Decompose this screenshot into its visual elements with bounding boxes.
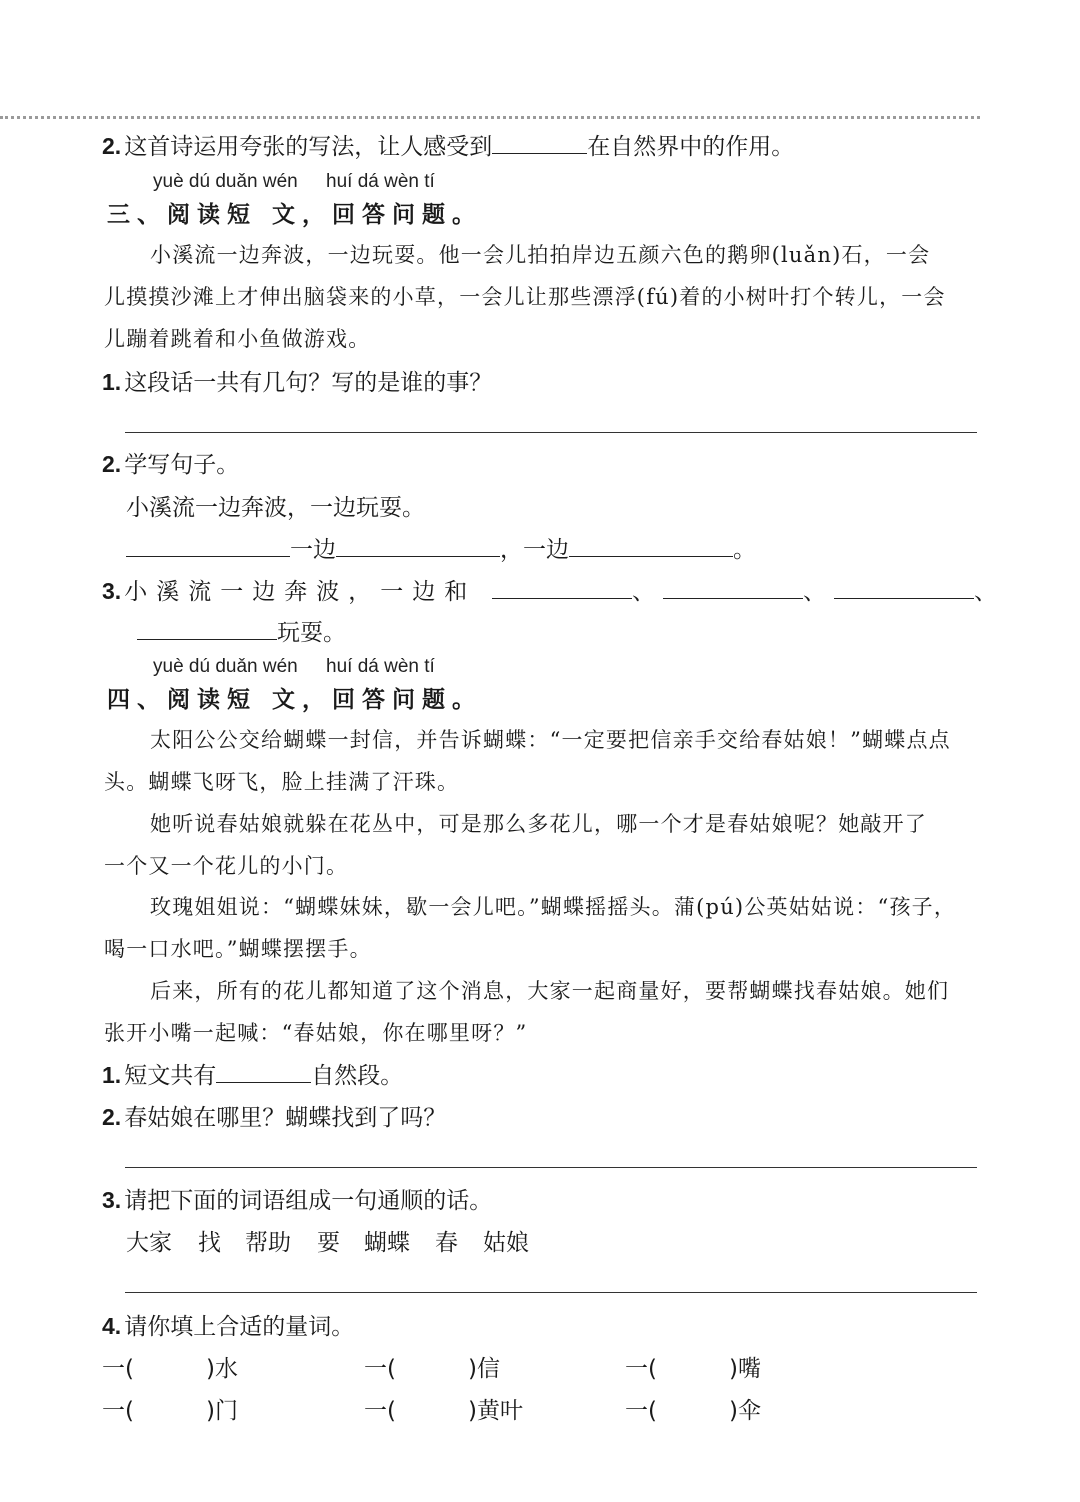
item-prefix: 一( [364, 1356, 396, 1382]
section3-pinyin-b: huí dá wèn tí [326, 171, 435, 192]
section3-question-1 [102, 364, 492, 397]
answer-blank[interactable] [834, 578, 974, 599]
separator: 、 [974, 579, 997, 605]
section3-paragraph-line-2: 儿摸摸沙滩上才伸出脑袋来的小草，一会儿让那些漂浮(fú)着的小树叶打个转儿，一会 [104, 285, 946, 309]
question-text-end: 在自然界中的作用。 [587, 134, 795, 160]
word-card: 春 [435, 1230, 458, 1256]
question-text-end: 自然段。 [311, 1063, 404, 1089]
item-suffix: )门 [205, 1398, 238, 1424]
section4-title: 四、阅读短 文，回答问题。 [107, 687, 483, 713]
measure-word-item [364, 1350, 500, 1383]
item-prefix: 一( [102, 1356, 134, 1382]
section3-title: 三、阅读短 文，回答问题。 [107, 202, 483, 228]
question-number: 2. [102, 133, 122, 159]
item-prefix: 一( [625, 1398, 657, 1424]
section4-question-3 [102, 1182, 492, 1215]
answer-blank[interactable] [492, 133, 587, 154]
question-text: 短文共有 [124, 1063, 217, 1089]
word-card: 大家 [126, 1230, 172, 1256]
answer-blank[interactable] [126, 536, 290, 557]
answer-blank[interactable] [137, 619, 277, 640]
sentence-practice [126, 531, 756, 564]
item-suffix: )伞 [728, 1398, 761, 1424]
word-card: 蝴蝶 [364, 1230, 410, 1256]
item-suffix: )水 [205, 1356, 238, 1382]
section3-q3-line2 [137, 614, 346, 647]
story-line-6: 喝一口水吧。”蝴蝶摆摆手。 [104, 937, 372, 961]
item-prefix: 一( [102, 1398, 134, 1424]
story-line-7: 后来，所有的花儿都知道了这个消息，大家一起商量好，要帮蝴蝶找春姑娘。她们 [150, 979, 950, 1003]
question-text: 请你填上合适的量词。 [124, 1314, 355, 1340]
answer-blank[interactable] [569, 536, 733, 557]
word-card: 要 [317, 1230, 340, 1256]
story-line-5: 玫瑰姐姐说：“蝴蝶妹妹，歇一会儿吧。”蝴蝶摇摇头。蒲(pú)公英姑姑说：“孩子， [150, 895, 957, 919]
answer-blank[interactable] [663, 578, 803, 599]
measure-word-item [102, 1392, 238, 1425]
section3-q3-blanks [492, 573, 997, 606]
measure-word-item [625, 1350, 761, 1383]
word-yibian: ，一边 [500, 537, 569, 563]
question-text: 小溪流一边奔波，一边和 [124, 579, 477, 605]
section4-question-1 [102, 1057, 403, 1090]
item-prefix: 一( [364, 1398, 396, 1424]
dotted-separator [0, 116, 980, 119]
story-line-2: 头。蝴蝶飞呀飞，脸上挂满了汗珠。 [104, 770, 460, 794]
story-line-3: 她听说春姑娘就躲在花丛中，可是那么多花儿，哪一个才是春姑娘呢？她敲开了 [150, 812, 927, 836]
section3-pinyin-a: yuè dú duǎn wén [153, 171, 298, 192]
question-number: 2. [102, 451, 122, 477]
story-line-1: 太阳公公交给蝴蝶一封信，并告诉蝴蝶：“一定要把信亲手交给春姑娘！”蝴蝶点点 [150, 728, 951, 752]
measure-word-item [364, 1392, 523, 1425]
question-number: 1. [102, 369, 122, 395]
section3-question-3 [102, 573, 476, 606]
item-prefix: 一( [625, 1356, 657, 1382]
word-card: 帮助 [245, 1230, 291, 1256]
period: 。 [733, 537, 756, 563]
section3-paragraph-line-3: 儿蹦着跳着和小鱼做游戏。 [104, 327, 371, 351]
question-number: 4. [102, 1313, 122, 1339]
word-card: 找 [198, 1230, 221, 1256]
measure-word-item [625, 1392, 761, 1425]
question-text: 春姑娘在哪里？蝴蝶找到了吗？ [124, 1105, 447, 1131]
section4-pinyin-a: yuè dú duǎn wén [153, 656, 298, 677]
section4-question-4 [102, 1308, 354, 1341]
word-card: 姑娘 [483, 1230, 529, 1256]
separator: 、 [803, 579, 826, 605]
story-line-8: 张开小嘴一起喊：“春姑娘，你在哪里呀？” [104, 1021, 528, 1045]
section3-question-2 [102, 446, 239, 479]
answer-blank[interactable] [492, 578, 632, 599]
item-suffix: )嘴 [728, 1356, 761, 1382]
answer-line[interactable] [125, 1167, 977, 1168]
answer-blank[interactable] [216, 1062, 311, 1083]
separator: 、 [632, 579, 655, 605]
answer-line[interactable] [125, 432, 977, 433]
question-text: 学写句子。 [124, 452, 240, 478]
section4-question-2 [102, 1099, 446, 1132]
question-text: 请把下面的词语组成一句通顺的话。 [124, 1188, 493, 1214]
question-number: 3. [102, 1187, 122, 1213]
section4-pinyin-b: huí dá wèn tí [326, 656, 435, 677]
question-text: 这段话一共有几句？写的是谁的事？ [124, 370, 493, 396]
item-suffix: )信 [467, 1356, 500, 1382]
question-number: 2. [102, 1104, 122, 1130]
answer-blank[interactable] [336, 536, 500, 557]
question-text-end: 玩耍。 [277, 620, 346, 646]
answer-line[interactable] [125, 1292, 977, 1293]
poem-question-2 [102, 128, 794, 161]
word-yibian: 一边 [290, 537, 336, 563]
section3-paragraph-line-1: 小溪流一边奔波，一边玩耍。他一会儿拍拍岸边五颜六色的鹅卵(luǎn)石，一会 [150, 243, 931, 267]
question-number: 1. [102, 1062, 122, 1088]
example-sentence: 小溪流一边奔波，一边玩耍。 [126, 495, 425, 521]
story-line-4: 一个又一个花儿的小门。 [104, 854, 349, 878]
measure-word-item [102, 1350, 238, 1383]
question-text: 这首诗运用夸张的写法，让人感受到 [124, 134, 493, 160]
item-suffix: )黄叶 [467, 1398, 523, 1424]
question-number: 3. [102, 578, 122, 604]
